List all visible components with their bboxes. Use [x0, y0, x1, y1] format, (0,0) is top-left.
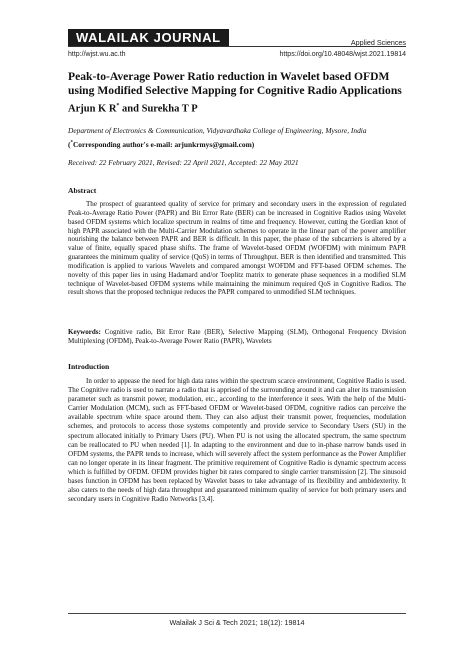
journal-field: Applied Sciences [350, 38, 406, 47]
corresponding-open-paren: ( [68, 140, 71, 149]
introduction-text: In order to appease the need for high data rates within the spectrum scarce environment, Cognitive Radio is used. The Cognitive radio is used to narrate a radio that is apprised of the surrounding around it and can alter its transmission parameter such as transmit power, modulation, etc., according to the interference it sees. With the help of the Multi-Carrier Modulation (MCM), such as FFT-based OFDM or Wavelet-based OFDM, cognitive radios can perceive the available spectrum white space around them. They can also adjust their transmit power, frequencies, modulation schemes, and protocols to access those systems competently and provide service to Secondary Users (SU) in the spectrum allocated initially to Primary Users (PU). When PU is not using the allocated spectrum, the same spectrum can be reallocated to PU when needed [1]. In adapting to the environment and due to in-phase narrow bands used in OFDM systems, the PAPR tends to increase, which will severely affect the system performance as the Power Amplifier can no longer operate in its linear fragment. The primitive requirement of Cognitive Radio is dynamic spectrum access which is fulfilled by OFDM. OFDM provides higher bit rates compared to single carrier transmission [2]. The sinusoid bases function in OFDM has been replaced by Wavelet bases to take advantage of its flexibility and ambidexterity. It also caters to the needs of high data throughput and guaranteed minimum quality of service for both primary users and secondary users in Cognitive Radio Networks [3,4]. [68, 377, 406, 504]
author-affiliation: Department of Electronics & Communication, Vidyavardhaka College of Engineering, Mysore, India [68, 126, 367, 135]
doi-link[interactable]: https://doi.org/10.48048/wjst.2021.19814 [279, 51, 406, 58]
author-separator: and [119, 103, 142, 115]
keywords-label: Keywords: [68, 328, 101, 336]
corresponding-author-mark: * [116, 103, 120, 109]
footer-divider [68, 613, 406, 614]
corresponding-email-text: Corresponding author's e-mail: arjunkrmys@gmail.com) [72, 140, 255, 149]
abstract-heading: Abstract [68, 186, 97, 195]
header-divider [68, 46, 406, 47]
page-footer-citation: Walailak J Sci & Tech 2021; 18(12): 19814 [169, 618, 305, 627]
author-name: Arjun K R [68, 103, 117, 115]
keywords-text: Cognitive radio, Bit Error Rate (BER), Selective Mapping (SLM), Orthogonal Frequency Division Multiplexing (OFDM), Peak-to-Average Power Ratio (PAPR), Wavelets [68, 328, 406, 345]
journal-url-link[interactable]: http://wjst.wu.ac.th [68, 51, 126, 58]
corresponding-mark: * [70, 140, 73, 146]
corresponding-author [68, 140, 254, 149]
journal-logo: WALAILAK JOURNAL [68, 29, 229, 46]
article-dates: Received: 22 February 2021, Revised: 22 April 2021, Accepted: 22 May 2021 [68, 158, 299, 167]
introduction-heading: Introduction [68, 362, 110, 371]
keywords [68, 328, 406, 346]
author-name: Surekha T P [141, 103, 198, 115]
author-list [68, 103, 198, 115]
article-title: Peak-to-Average Power Ratio reduction in Wavelet based OFDM using Modified Selective Mapping for Cognitive Radio Applications [68, 70, 402, 97]
abstract-text: The prospect of guaranteed quality of service for primary and secondary users in the expression of regulated Peak-to-Average Ratio Power (PAPR) and Bit Error Rate (BER) can be increased in Cognitive Radios using Wavelet based OFDM systems which localize spectrum in realms of time and frequency. However, cutting the Gordian knot of high PAPR associated with the Multi-Carrier Modulation schemes to operate in the linear part of the power amplifier nourishing the balance between PAPR and BER is difficult. In this paper, the phase of the subcarriers is altered by a value of finite, equally spaced phase shifts. The frame of Wavelet-based OFDM (WOFDM) with minimum PAPR guarantees the minimum quality of service (QoS) in terms of Throughput. BER is then identified and transmitted. This modification is applied to various Wavelets and compared amongst WOFDM and FFT-based OFDM schemes. The novelty of this paper lies in using Hadamard and/or Toeplitz matrix to generate phase sequences in a modified SLM technique of Wavelet-based OFDM systems while maintaining the minimum required QoS in Cognitive Radios. The result shows that the proposed technique reduces the PAPR compared to unmodified SLM techniques. [68, 200, 406, 297]
